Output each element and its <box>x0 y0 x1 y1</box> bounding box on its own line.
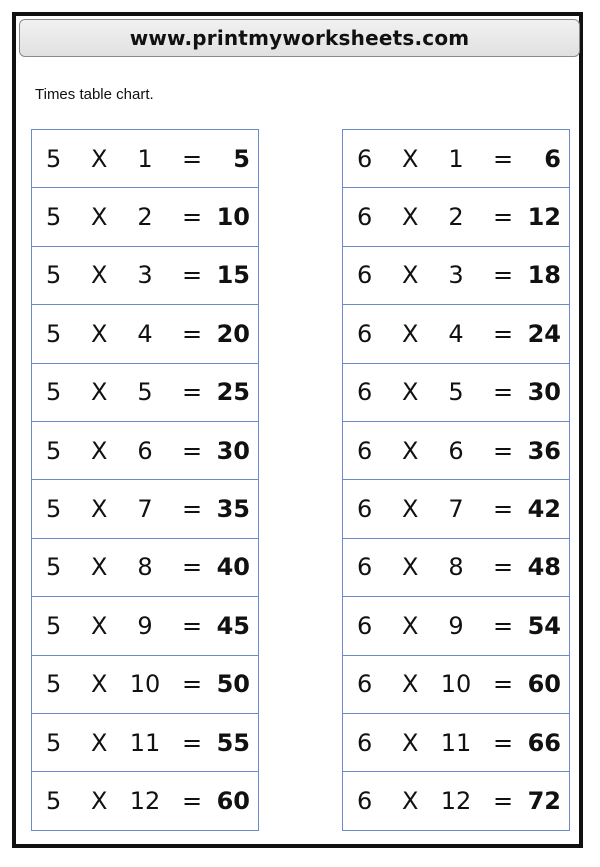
multiplier: 11 <box>129 728 161 757</box>
multiplier: 3 <box>137 261 153 290</box>
multiply-sign: X <box>402 670 419 699</box>
equals-sign: = <box>493 203 514 232</box>
multiply-sign: X <box>91 378 108 407</box>
table-row <box>32 363 258 421</box>
multiply-sign: X <box>402 261 419 290</box>
site-header <box>19 19 580 57</box>
product: 36 <box>527 436 561 465</box>
product: 40 <box>216 553 250 582</box>
equals-sign: = <box>493 261 514 290</box>
factor: 5 <box>46 553 62 582</box>
equals-sign: = <box>493 786 514 815</box>
factor: 6 <box>357 319 373 348</box>
multiplier: 5 <box>137 378 153 407</box>
equals-sign: = <box>493 553 514 582</box>
multiply-sign: X <box>91 203 108 232</box>
equals-sign: = <box>182 436 203 465</box>
multiplier: 2 <box>448 203 464 232</box>
factor: 6 <box>357 436 373 465</box>
product: 55 <box>216 728 250 757</box>
factor: 6 <box>357 378 373 407</box>
multiply-sign: X <box>402 319 419 348</box>
table-row <box>343 421 569 479</box>
multiply-sign: X <box>91 728 108 757</box>
product: 48 <box>527 553 561 582</box>
table-row <box>343 246 569 304</box>
multiply-sign: X <box>91 495 108 524</box>
equals-sign: = <box>182 611 203 640</box>
table-row <box>343 304 569 362</box>
product: 60 <box>527 670 561 699</box>
table-row <box>343 129 569 187</box>
product: 15 <box>216 261 250 290</box>
site-url: www.printmyworksheets.com <box>129 26 470 50</box>
table-row <box>343 655 569 713</box>
product: 30 <box>216 436 250 465</box>
product: 24 <box>527 319 561 348</box>
equals-sign: = <box>182 144 203 173</box>
multiply-sign: X <box>402 728 419 757</box>
equals-sign: = <box>493 436 514 465</box>
product: 42 <box>527 495 561 524</box>
product: 18 <box>527 261 561 290</box>
table-row <box>343 713 569 771</box>
multiplier: 11 <box>440 728 472 757</box>
table-row <box>32 129 258 187</box>
equals-sign: = <box>493 378 514 407</box>
multiply-sign: X <box>402 378 419 407</box>
factor: 6 <box>357 670 373 699</box>
factor: 5 <box>46 728 62 757</box>
factor: 5 <box>46 203 62 232</box>
table-row <box>343 187 569 245</box>
factor: 6 <box>357 553 373 582</box>
times-table-6 <box>342 129 570 831</box>
equals-sign: = <box>493 670 514 699</box>
multiply-sign: X <box>402 611 419 640</box>
factor: 5 <box>46 611 62 640</box>
table-row <box>32 713 258 771</box>
factor: 6 <box>357 728 373 757</box>
table-row <box>343 479 569 537</box>
multiplier: 6 <box>137 436 153 465</box>
multiply-sign: X <box>402 495 419 524</box>
factor: 5 <box>46 378 62 407</box>
factor: 6 <box>357 261 373 290</box>
multiply-sign: X <box>402 553 419 582</box>
multiplier: 4 <box>448 319 464 348</box>
multiplier: 12 <box>440 786 472 815</box>
table-row <box>343 771 569 829</box>
equals-sign: = <box>493 495 514 524</box>
product: 20 <box>216 319 250 348</box>
equals-sign: = <box>182 728 203 757</box>
product: 25 <box>216 378 250 407</box>
factor: 5 <box>46 495 62 524</box>
factor: 5 <box>46 786 62 815</box>
factor: 5 <box>46 144 62 173</box>
multiply-sign: X <box>91 786 108 815</box>
product: 10 <box>216 203 250 232</box>
multiplier: 4 <box>137 319 153 348</box>
product: 30 <box>527 378 561 407</box>
factor: 6 <box>357 611 373 640</box>
multiply-sign: X <box>402 786 419 815</box>
multiplier: 1 <box>137 144 153 173</box>
equals-sign: = <box>182 670 203 699</box>
equals-sign: = <box>182 319 203 348</box>
factor: 5 <box>46 319 62 348</box>
times-table-5 <box>31 129 259 831</box>
factor: 6 <box>357 786 373 815</box>
table-row <box>343 538 569 596</box>
product: 54 <box>527 611 561 640</box>
multiply-sign: X <box>91 144 108 173</box>
equals-sign: = <box>182 378 203 407</box>
multiplier: 8 <box>448 553 464 582</box>
equals-sign: = <box>182 495 203 524</box>
table-row <box>32 655 258 713</box>
product: 50 <box>216 670 250 699</box>
table-row <box>343 363 569 421</box>
multiply-sign: X <box>91 670 108 699</box>
factor: 5 <box>46 670 62 699</box>
multiply-sign: X <box>402 436 419 465</box>
equals-sign: = <box>493 728 514 757</box>
table-row <box>32 187 258 245</box>
multiply-sign: X <box>91 436 108 465</box>
product: 12 <box>527 203 561 232</box>
multiplier: 9 <box>448 611 464 640</box>
equals-sign: = <box>182 553 203 582</box>
factor: 6 <box>357 144 373 173</box>
multiplier: 8 <box>137 553 153 582</box>
multiplier: 9 <box>137 611 153 640</box>
equals-sign: = <box>493 319 514 348</box>
multiplier: 10 <box>129 670 161 699</box>
multiplier: 5 <box>448 378 464 407</box>
product: 5 <box>233 144 250 173</box>
multiply-sign: X <box>91 319 108 348</box>
multiply-sign: X <box>402 144 419 173</box>
multiplier: 12 <box>129 786 161 815</box>
table-row <box>32 479 258 537</box>
multiply-sign: X <box>402 203 419 232</box>
multiplier: 7 <box>137 495 153 524</box>
product: 72 <box>527 786 561 815</box>
multiply-sign: X <box>91 553 108 582</box>
multiply-sign: X <box>91 261 108 290</box>
factor: 5 <box>46 436 62 465</box>
table-row <box>32 771 258 829</box>
product: 60 <box>216 786 250 815</box>
factor: 6 <box>357 203 373 232</box>
multiplier: 1 <box>448 144 464 173</box>
table-row <box>343 596 569 654</box>
equals-sign: = <box>493 611 514 640</box>
product: 66 <box>527 728 561 757</box>
multiplier: 10 <box>440 670 472 699</box>
equals-sign: = <box>182 261 203 290</box>
factor: 5 <box>46 261 62 290</box>
multiplier: 2 <box>137 203 153 232</box>
factor: 6 <box>357 495 373 524</box>
table-row <box>32 421 258 479</box>
worksheet-subtitle: Times table chart. <box>35 86 154 103</box>
table-row <box>32 246 258 304</box>
product: 6 <box>544 144 561 173</box>
product: 35 <box>216 495 250 524</box>
equals-sign: = <box>493 144 514 173</box>
table-row <box>32 596 258 654</box>
multiplier: 7 <box>448 495 464 524</box>
product: 45 <box>216 611 250 640</box>
table-row <box>32 304 258 362</box>
equals-sign: = <box>182 203 203 232</box>
equals-sign: = <box>182 786 203 815</box>
table-row <box>32 538 258 596</box>
multiply-sign: X <box>91 611 108 640</box>
multiplier: 3 <box>448 261 464 290</box>
multiplier: 6 <box>448 436 464 465</box>
